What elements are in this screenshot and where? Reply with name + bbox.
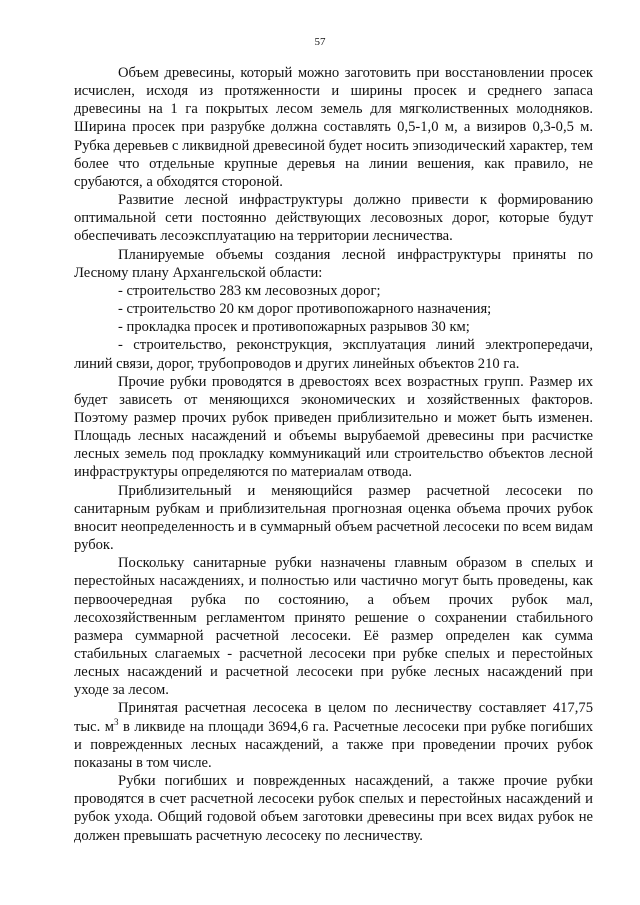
list-item-fire-roads: - строительство 20 км дорог противопожарного назначения;	[118, 301, 492, 318]
cubic-superscript: 3	[114, 716, 119, 727]
list-item-clearings: - прокладка просек и противопожарных разрывов 30 км;	[118, 319, 470, 336]
document-body	[74, 64, 593, 845]
paragraph-other-fellings: Прочие рубки проводятся в древостоях всех возрастных групп. Размер их будет зависеть от меняющихся экономических и хозяйственных факторов. Поэтому размер прочих рубок приведен приблизительно и может быть изменен. Площадь лесных насаждений и объемы вырубаемой древесины при расчистке лесных земель под прокладку коммуникаций или строительство объектов лесной инфраструктуры определяются по материалам отвода.	[74, 373, 593, 481]
volume-text-start: Принятая расчетная лесосека в целом по лесничеству составляет 417,75 тыс. м	[74, 700, 593, 735]
page-number: 57	[314, 36, 326, 48]
paragraph-planned-volumes: Планируемые объемы создания лесной инфраструктуры приняты по Лесному плану Архангельской области:	[74, 246, 593, 281]
paragraph-sanitary-fellings: Приблизительный и меняющийся размер расчетной лесосеки по санитарным рубкам и приблизительная прогнозная оценка объема прочих рубок вносит неопределенность и в суммарный объем расчетной лесосеки по всем видам рубок.	[74, 482, 593, 554]
paragraph-annual-volume: Рубки погибших и поврежденных насаждений, а также прочие рубки проводятся в счет расчетной лесосеки рубок спелых и перестойных насаждений и рубок ухода. Общий годовой объем заготовки древесины при всех видах рубок не должен превышать расчетную лесосеку по лесничеству.	[74, 773, 593, 844]
paragraph-stable-cutting-area: Поскольку санитарные рубки назначены главным образом в спелых и перестойных насаждениях, и полностью или частично могут быть проведены, как первоочередная рубка по состоянию, а объем прочих рубок мал, лесохозяйственным регламентом принято решение о сохранении стабильного размера суммарной расчетной лесосеки. Её размер определен как сумма стабильных слагаемых - расчетной лесосеки при рубке спелых и перестойных лесных насаждений и расчетной лесосеки при рубке лесных насаждений при уходе за лесом.	[74, 555, 593, 699]
paragraph-infrastructure-development: Развитие лесной инфраструктуры должно привести к формированию оптимальной сети постоянно действующих лесовозных дорог, которые будут обеспечивать лесоэксплуатацию на территории лесничества.	[74, 192, 593, 245]
paragraph-clearing-volume: Объем древесины, который можно заготовить при восстановлении просек исчислен, исходя из протяженности и ширины просек и среднего запаса древесины на 1 га покрытых лесом земель для мягколиственных молодняков. Ширина просек при разрубке должна составлять 0,5-1,0 м, а визиров 0,3-0,5 м. Рубка деревьев с ликвидной древесиной будет носить эпизодический характер, тем более что отдельные крупные деревья на линии вешения, как правило, не срубаются, а обходятся стороной.	[74, 65, 593, 190]
volume-text-end: в ликвиде на площади 3694,6 га. Расчетные лесосеки при рубке погибших и поврежденных лесных насаждений, а также при проведении прочих рубок показаны в том числе.	[74, 718, 593, 771]
list-item-forest-roads: - строительство 283 км лесовозных дорог;	[118, 282, 381, 299]
list-item-linear-objects: - строительство, реконструкция, эксплуатация линий электропередачи, линий связи, дорог, трубопроводов и других линейных объектов 210 га.	[74, 337, 593, 372]
paragraph-accepted-cutting-area	[74, 699, 593, 772]
